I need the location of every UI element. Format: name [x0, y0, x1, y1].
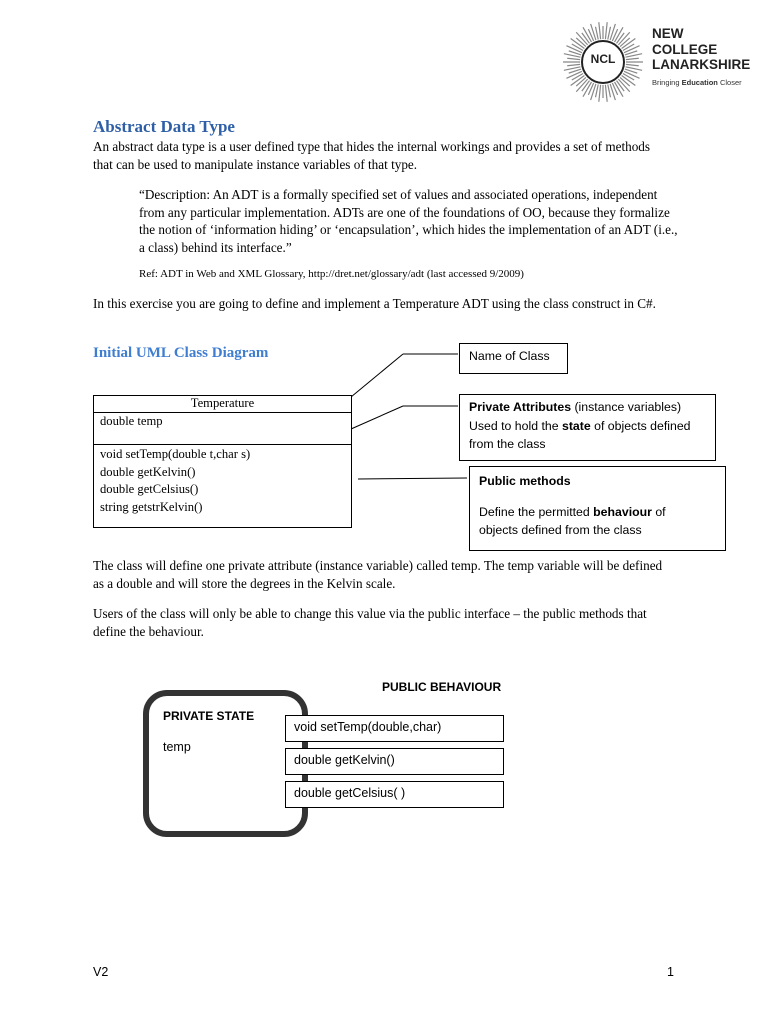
public-interface-paragraph: Users of the class will only be able to change this value via the public interface – the public methods that define the behaviour. — [93, 606, 647, 639]
uml-class-box — [93, 395, 352, 528]
callout-attr-bold: Private Attributes — [469, 400, 572, 414]
private-state-container — [143, 690, 308, 837]
callout-methods-pre: Define the permitted — [479, 504, 594, 519]
logo-tagline-bold: Education — [681, 78, 718, 87]
logo-name-line3: LANARKSHIRE — [652, 57, 751, 72]
connector-methods — [358, 478, 467, 479]
logo-tagline-post: Closer — [717, 78, 742, 87]
callout-attr-line3: from the class — [469, 437, 546, 451]
callout-attr-line2 — [469, 417, 706, 436]
connector-attr — [351, 406, 403, 429]
callout-attr-line1 — [469, 398, 706, 417]
callout-name-text: Name of Class — [469, 349, 550, 363]
uml-method: double getCelsius() — [100, 482, 199, 496]
footer-page-number: 1 — [667, 965, 674, 979]
callout-methods-post: of — [651, 504, 666, 519]
exercise-paragraph: In this exercise you are going to define and implement a Temperature ADT using the class construct in C#. — [93, 296, 656, 311]
private-state-label: PRIVATE STATE — [163, 709, 255, 723]
callout-methods-line2: objects defined from the class — [479, 523, 642, 537]
public-behaviour-label: PUBLIC BEHAVIOUR — [382, 680, 502, 694]
callout-attr-line2-post: of objects defined — [590, 418, 691, 433]
callout-attr-line2-bold: state — [561, 418, 591, 433]
public-method-box: double getCelsius( ) — [285, 781, 504, 808]
reference-line: Ref: ADT in Web and XML Glossary, http://dret.net/glossary/adt (last accessed 9/2009) — [139, 268, 524, 280]
public-method-box: void setTemp(double,char) — [285, 715, 504, 742]
section-title-uml: Initial UML Class Diagram — [93, 345, 269, 361]
private-state-variable: temp — [163, 740, 191, 754]
uml-method: void setTemp(double t,char s) — [100, 447, 251, 461]
callout-methods-title: Public methods — [479, 474, 571, 488]
uml-class-name: Temperature — [94, 396, 351, 413]
callout-private-attributes — [459, 394, 716, 461]
connector-class-name — [351, 354, 403, 397]
logo-name-line1: NEW — [652, 26, 684, 41]
callout-methods-line1 — [479, 503, 716, 522]
callout-public-methods — [469, 466, 726, 551]
callout-attr-line2-pre: Used to hold the — [469, 418, 562, 433]
logo-name-line2: COLLEGE — [652, 41, 718, 57]
logo-tagline-pre: Bringing — [652, 78, 682, 87]
uml-attribute: double temp — [94, 413, 351, 445]
callout-name-of-class — [459, 343, 568, 374]
uml-method: double getKelvin() — [100, 464, 196, 479]
uml-method: string getstrKelvin() — [100, 499, 203, 514]
logo-badge-text: NCL — [590, 52, 616, 66]
class-definition-paragraph: The class will define one private attribute (instance variable) called temp. The temp variable will be defined as a double and will store the degrees in the Kelvin scale. — [93, 558, 663, 591]
intro-paragraph: An abstract data type is a user defined type that hides the internal workings and provides a set of methods that can be used to manipulate instance variables of that type. — [93, 139, 651, 172]
callout-methods-bold: behaviour — [593, 504, 652, 519]
footer-version: V2 — [93, 965, 109, 979]
adt-quote: “Description: An ADT is a formally specified set of values and associated operations, independent from any particular implementation. ADTs are one of the foundations of OO, because they formalize the notion of ‘information hiding’ or ‘encapsulation’, which hides the implementation of an ADT (i.e., a class) behind its interface.” — [139, 187, 678, 255]
callout-attr-rest: (instance variables) — [571, 400, 682, 414]
public-method-box: double getKelvin() — [285, 748, 504, 775]
section-title-adt: Abstract Data Type — [93, 117, 235, 136]
uml-methods — [94, 445, 351, 516]
